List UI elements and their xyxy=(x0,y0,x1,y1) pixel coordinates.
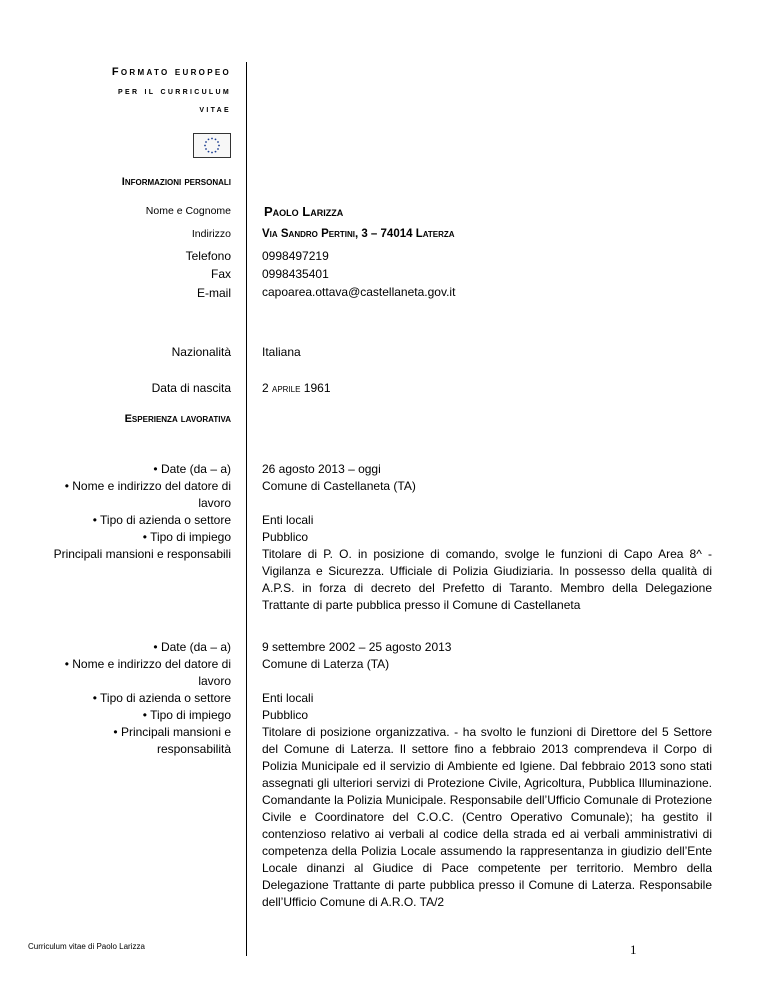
fax-value: 0998435401 xyxy=(262,267,329,281)
header-line-3: vitae xyxy=(199,103,231,115)
birth-date-value: 2 aprile 1961 xyxy=(262,381,331,395)
job2-duties-value: Titolare di posizione organizzativa. - ha svolto le funzioni di Direttore del 5 Settore del Comune di Laterza. Il settore fino a febbraio 2013 comprendeva il Corpo di Polizia Municipale ed il servizio di Ambiente ed Igiene. Dal febbraio 2013 sono stati assegnati gli ulteriori servizi di Protezione Civile, Agricoltura, Pubblica Illuminazione. Comandante la Polizia Municipale. Responsabile dell’Ufficio Comunale di Protezione Civile e Coordinatore del C.O.C. (Centro Operativo Comunale); ha gestito il contenzioso relativo ai verbali al codice della strada ed ai verbali amministrativi di competenza della Polizia Locale assumendo la rappresentanza in giudizio dell’Ente Locale dinanzi al Giudice di Pace competente per territorio. Membro della Delegazione Trattante di parte pubblica presso il Comune di Laterza. Responsabile dell’Ufficio Comune di A.R.O. TA/2 xyxy=(262,725,712,909)
nationality-label: Nazionalità xyxy=(171,345,231,359)
job2-duties-label-1: • Principali mansioni e xyxy=(113,725,231,739)
job1-date-label: • Date (da – a) xyxy=(153,462,231,476)
name-value: Paolo Larizza xyxy=(264,204,344,219)
job1-sector-value: Enti locali xyxy=(262,513,314,527)
address-label: Indirizzo xyxy=(191,228,231,240)
job2-employer-label-1: • Nome e indirizzo del datore di xyxy=(64,657,231,671)
name-label: Nome e Cognome xyxy=(145,205,231,217)
job1-sector-label: • Tipo di azienda o settore xyxy=(92,513,231,527)
job1-employer-label-2: lavoro xyxy=(198,496,231,510)
header-line-1: Formato europeo xyxy=(111,66,231,78)
eu-stars-icon xyxy=(194,134,230,157)
header-line-2: per il curriculum xyxy=(118,85,231,97)
job2-date-label: • Date (da – a) xyxy=(153,640,231,654)
email-label: E-mail xyxy=(196,286,231,300)
job2-date-value: 9 settembre 2002 – 25 agosto 2013 xyxy=(262,640,452,654)
job2-employer-label-2: lavoro xyxy=(198,674,231,688)
section-personal-info: Informazioni personali xyxy=(121,176,231,188)
job1-employer-label-1: • Nome e indirizzo del datore di xyxy=(64,479,231,493)
birth-date-label: Data di nascita xyxy=(151,381,231,395)
job2-type-label: • Tipo di impiego xyxy=(142,708,231,722)
job2-type-value: Pubblico xyxy=(262,708,309,722)
phone-label: Telefono xyxy=(185,249,231,263)
job1-type-value: Pubblico xyxy=(262,530,309,544)
job2-sector-label: • Tipo di azienda o settore xyxy=(92,691,231,705)
page-number: 1 xyxy=(630,942,637,957)
column-divider xyxy=(246,62,247,956)
job2-sector-value: Enti locali xyxy=(262,691,314,705)
job1-duties-value: Titolare di P. O. in posizione di comando, svolge le funzioni di Capo Area 8^ - Vigilanza e Sicurezza. Ufficiale di Polizia Giudiziaria. In possesso della qualità di A.P.S. in forza di decreto del Prefetto di Taranto. Membro della Delegazione Trattante di parte pubblica presso il Comune di Castellaneta xyxy=(262,547,712,612)
job2-duties-label-2: responsabilità xyxy=(156,742,231,756)
footer-caption: Curriculum vitae di Paolo Larizza xyxy=(28,942,145,951)
fax-label: Fax xyxy=(210,267,231,281)
job2-employer-value: Comune di Laterza (TA) xyxy=(262,657,390,671)
phone-value: 0998497219 xyxy=(262,249,329,263)
job1-employer-value: Comune di Castellaneta (TA) xyxy=(262,479,416,493)
address-value: Via Sandro Pertini, 3 – 74014 Laterza xyxy=(262,228,455,240)
job1-date-value: 26 agosto 2013 – oggi xyxy=(262,462,381,476)
section-work-experience: Esperienza lavorativa xyxy=(124,413,231,425)
job1-type-label: • Tipo di impiego xyxy=(142,530,231,544)
nationality-value: Italiana xyxy=(262,345,301,359)
eu-flag-icon xyxy=(193,133,231,158)
job1-duties-label: Principali mansioni e responsabili xyxy=(53,547,231,561)
email-value[interactable]: capoarea.ottava@castellaneta.gov.it xyxy=(262,285,456,299)
